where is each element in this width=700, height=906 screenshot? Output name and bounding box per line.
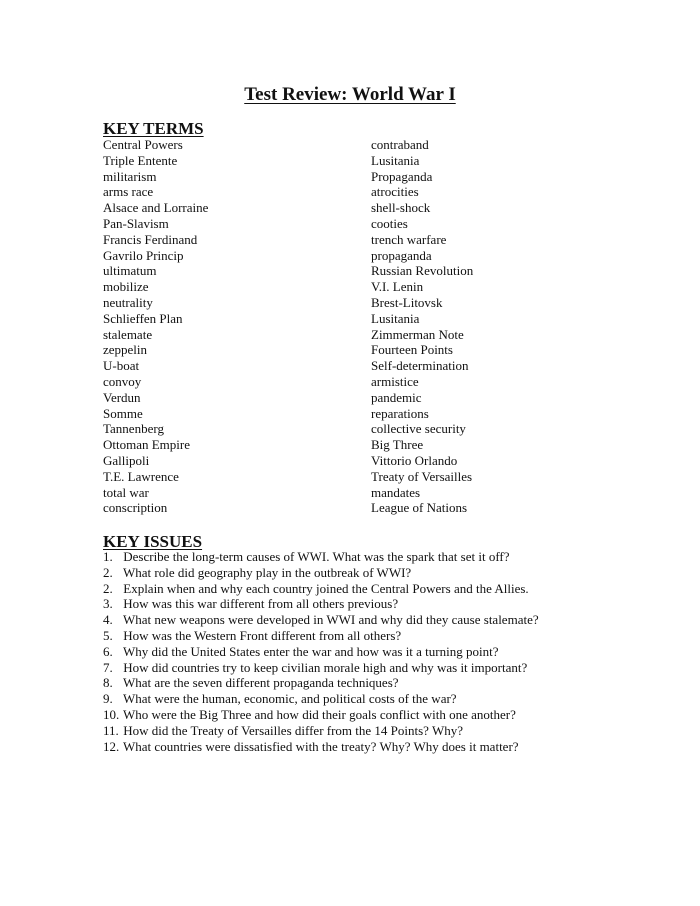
- key-issue-item: [103, 644, 683, 660]
- issue-text: How did the Treaty of Versailles differ from the 14 Points? Why?: [123, 722, 464, 738]
- key-term-item: militarism: [103, 168, 157, 184]
- key-issue-item: [103, 565, 683, 581]
- issue-number: 11.: [103, 722, 119, 738]
- key-term-item: trench warfare: [371, 231, 447, 247]
- key-terms-left-column: [103, 137, 343, 516]
- issue-number: 1.: [103, 549, 113, 564]
- key-term-item: Lusitania: [371, 310, 420, 326]
- key-term-item: total war: [103, 484, 149, 500]
- issue-number: 2.: [103, 564, 113, 580]
- issue-text: Explain when and why each country joined the Central Powers and the Allies.: [123, 580, 529, 596]
- key-term-item: T.E. Lawrence: [103, 468, 179, 484]
- key-term-item: Big Three: [371, 437, 424, 453]
- key-terms-right-column: [371, 137, 611, 516]
- issue-text: What countries were dissatisfied with the treaty? Why? Why does it matter?: [123, 738, 519, 754]
- key-term-item: armistice: [371, 373, 419, 389]
- key-term-item: Tannenberg: [103, 421, 164, 437]
- key-term-item: Propaganda: [371, 168, 433, 184]
- issue-number: 3.: [103, 596, 113, 612]
- key-issue-item: [103, 628, 683, 644]
- issue-text: How was this war different from all others previous?: [123, 596, 399, 612]
- key-term-item: V.I. Lenin: [371, 279, 424, 295]
- key-term-item: Ottoman Empire: [103, 437, 191, 453]
- key-term-item: Central Powers: [103, 137, 183, 152]
- issue-number: 5.: [103, 627, 113, 643]
- key-term-item: shell-shock: [371, 200, 431, 216]
- key-term-item: Fourteen Points: [371, 342, 453, 358]
- key-term-item: Lusitania: [371, 152, 420, 168]
- key-issue-item: [103, 723, 683, 739]
- key-term-item: zeppelin: [103, 342, 148, 358]
- key-term-item: conscription: [103, 500, 168, 516]
- key-term-item: Russian Revolution: [371, 263, 474, 279]
- key-term-item: pandemic: [371, 389, 422, 405]
- key-term-item: Triple Entente: [103, 152, 178, 168]
- key-term-item: Gallipoli: [103, 452, 150, 468]
- key-term-item: Zimmerman Note: [371, 326, 464, 342]
- issue-text: What new weapons were developed in WWI and why did they cause stalemate?: [123, 612, 539, 628]
- key-term-item: reparations: [371, 405, 429, 421]
- issue-text: What role did geography play in the outbreak of WWI?: [123, 564, 412, 580]
- key-term-item: Vittorio Orlando: [371, 452, 458, 468]
- key-issue-item: [103, 675, 683, 691]
- issue-text: What were the human, economic, and political costs of the war?: [123, 691, 457, 707]
- key-term-item: propaganda: [371, 247, 432, 263]
- key-issue-item: [103, 660, 683, 676]
- issue-number: 10.: [103, 706, 120, 722]
- key-term-item: cooties: [371, 215, 408, 231]
- issue-text: How was the Western Front different from all others?: [123, 627, 402, 643]
- key-term-item: mandates: [371, 484, 421, 500]
- key-issue-item: [103, 691, 683, 707]
- issue-number: 8.: [103, 675, 113, 691]
- key-term-item: Brest-Litovsk: [371, 294, 443, 310]
- key-term-item: Schlieffen Plan: [103, 310, 183, 326]
- key-issue-item: [103, 549, 683, 565]
- key-term-item: U-boat: [103, 358, 140, 374]
- key-term-item: Alsace and Lorraine: [103, 200, 209, 216]
- key-issue-item: [103, 596, 683, 612]
- key-term-item: Gavrilo Princip: [103, 247, 184, 263]
- key-term-item: ultimatum: [103, 263, 157, 279]
- issue-text: What are the seven different propaganda techniques?: [123, 675, 399, 691]
- key-issue-item: [103, 581, 683, 597]
- key-issue-item: [103, 707, 683, 723]
- issue-number: 7.: [103, 659, 113, 675]
- issue-text: Who were the Big Three and how did their goals conflict with one another?: [123, 706, 516, 722]
- key-issue-item: [103, 739, 683, 755]
- issue-number: 2.: [103, 580, 113, 596]
- issue-text: How did countries try to keep civilian morale high and why was it important?: [123, 659, 528, 675]
- key-term-item: convoy: [103, 373, 142, 389]
- key-term-item: arms race: [103, 184, 154, 200]
- issue-text: Describe the long-term causes of WWI. What was the spark that set it off?: [123, 549, 510, 564]
- key-term-item: League of Nations: [371, 500, 468, 516]
- key-term-item: Self-determination: [371, 358, 469, 374]
- key-issues-heading: KEY ISSUES: [103, 532, 203, 551]
- issue-number: 4.: [103, 612, 113, 628]
- issue-number: 12.: [103, 738, 120, 754]
- issue-text: Why did the United States enter the war and how was it a turning point?: [123, 643, 499, 659]
- key-term-item: contraband: [371, 137, 429, 152]
- key-term-item: Francis Ferdinand: [103, 231, 198, 247]
- key-term-item: collective security: [371, 421, 466, 437]
- key-issue-item: [103, 612, 683, 628]
- page-title: Test Review: World War I: [244, 84, 456, 105]
- key-term-item: neutrality: [103, 294, 153, 310]
- key-term-item: Verdun: [103, 389, 141, 405]
- key-term-item: Pan-Slavism: [103, 215, 169, 231]
- key-issues-list: [103, 549, 683, 754]
- key-term-item: Somme: [103, 405, 143, 421]
- key-term-item: stalemate: [103, 326, 153, 342]
- key-terms-heading: KEY TERMS: [103, 119, 204, 138]
- key-term-item: Treaty of Versailles: [371, 468, 473, 484]
- issue-number: 6.: [103, 643, 113, 659]
- key-term-item: mobilize: [103, 279, 149, 295]
- key-term-item: atrocities: [371, 184, 419, 200]
- issue-number: 9.: [103, 691, 113, 707]
